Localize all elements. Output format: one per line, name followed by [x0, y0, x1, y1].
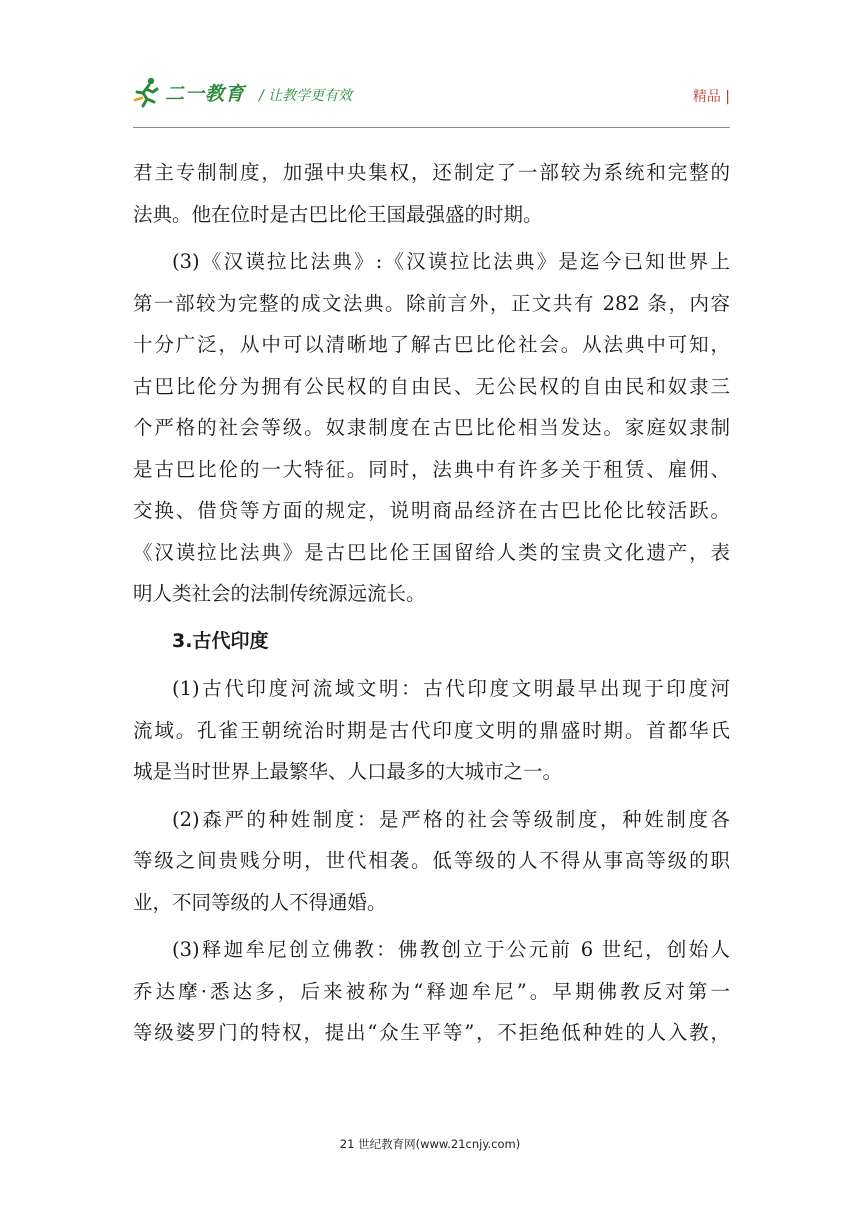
text-line: 第一部较为完整的成文法典。除前言外，正文共有 282 条，内容: [133, 291, 730, 315]
slogan: / 让教学更有效: [259, 88, 353, 104]
text-line: 个严格的社会等级。奴隶制度在古巴比伦相当发达。家庭奴隶制: [133, 416, 730, 439]
text-line: 明人类社会的法制传统源远流长。: [133, 582, 426, 605]
text-line: 《汉谟拉比法典》是古巴比伦王国留给人类的宝贵文化遗产，表: [133, 540, 730, 564]
page-header: [133, 70, 730, 120]
logo: [133, 74, 245, 110]
document-body: [133, 152, 730, 1054]
logo-text: 二一教育: [165, 82, 246, 105]
paragraph: [133, 799, 730, 924]
section-heading: 3.古代印度: [172, 629, 269, 652]
paragraph: [133, 241, 730, 615]
paragraph: [133, 929, 730, 1054]
text-line: 城是当时世界上最繁华、人口最多的大城市之一。: [133, 760, 563, 783]
runner-logo-icon: [133, 76, 161, 108]
header-divider: [133, 127, 730, 128]
text-line: 是古巴比伦的一大特征。同时，法典中有许多关于租赁、雇佣、: [133, 457, 730, 481]
quality-badge: 精品 |: [692, 89, 730, 105]
page-footer: 21 世纪教育网(www.21cnjy.com): [339, 1137, 521, 1151]
text-line: (3)释迦牟尼创立佛教：佛教创立于公元前 6 世纪，创始人: [172, 938, 730, 961]
text-line: 业，不同等级的人不得通婚。: [133, 890, 387, 914]
text-line: (1)古代印度河流域文明：古代印度文明最早出现于印度河: [172, 677, 730, 700]
text-line: 乔达摩·悉达多，后来被称为“释迦牟尼”。早期佛教反对第一: [133, 979, 730, 1003]
text-line: 等级之间贵贱分明，世代相袭。低等级的人不得从事高等级的职: [133, 849, 730, 872]
text-line: 古巴比伦分为拥有公民权的自由民、无公民权的自由民和奴隶三: [133, 374, 730, 398]
paragraph: [133, 668, 730, 793]
text-line: 法典。他在位时是古巴比伦王国最强盛的时期。: [133, 202, 543, 226]
text-line: 君主专制制度，加强中央集权，还制定了一部较为系统和完整的: [133, 161, 730, 184]
paragraph: [133, 152, 730, 235]
text-line: 流域。孔雀王朝统治时期是古代印度文明的鼎盛时期。首都华氏: [133, 718, 730, 742]
text-line: 交换、借贷等方面的规定，说明商品经济在古巴比伦比较活跃。: [133, 499, 730, 522]
text-line: (2)森严的种姓制度：是严格的社会等级制度，种姓制度各: [172, 807, 730, 831]
text-line: 等级婆罗门的特权，提出“众生平等”，不拒绝低种姓的人入教，: [133, 1021, 730, 1044]
text-line: (3)《汉谟拉比法典》:《汉谟拉比法典》是迄今已知世界上: [172, 250, 730, 273]
text-line: 十分广泛，从中可以清晰地了解古巴比伦社会。从法典中可知，: [133, 333, 730, 356]
